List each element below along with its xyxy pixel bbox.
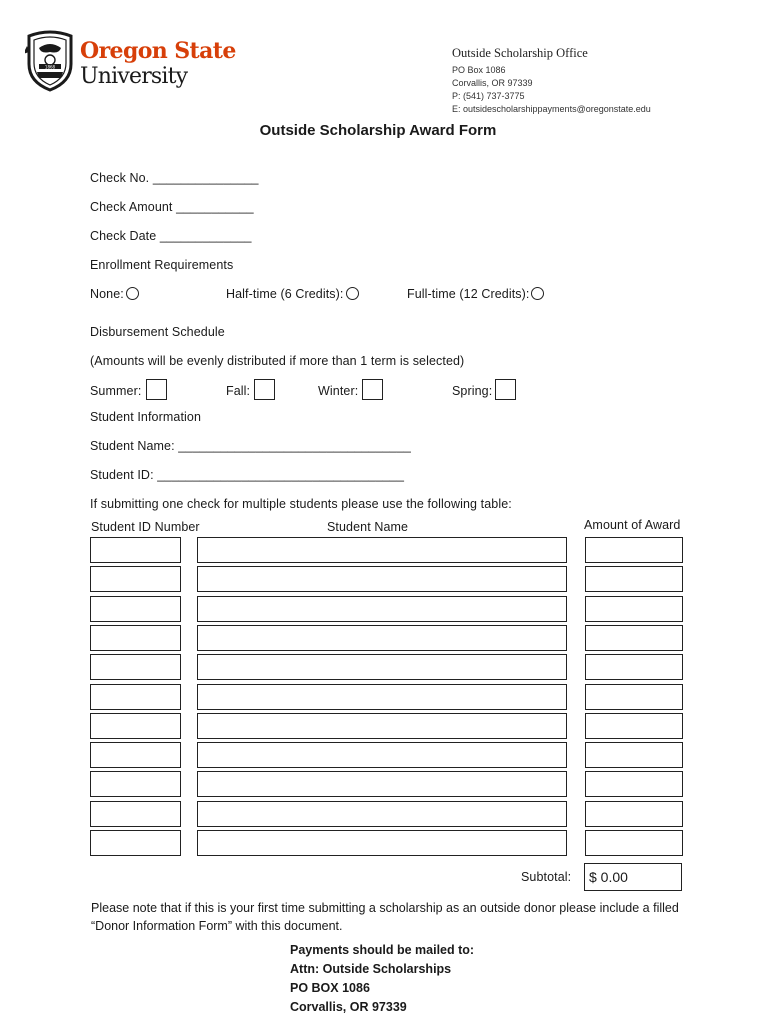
svg-text:1868: 1868 bbox=[44, 64, 56, 70]
student-id-cell[interactable] bbox=[90, 771, 181, 797]
subtotal-label: Subtotal: bbox=[521, 870, 572, 884]
student-name-cell[interactable] bbox=[197, 566, 567, 592]
check-date-field[interactable]: Check Date _____________ bbox=[90, 229, 252, 243]
column-header-student-name: Student Name bbox=[327, 520, 409, 534]
osu-logo bbox=[25, 30, 236, 94]
winter-checkbox[interactable] bbox=[362, 379, 383, 400]
amount-cell[interactable] bbox=[585, 830, 683, 856]
student-id-cell[interactable] bbox=[90, 830, 181, 856]
student-name-cell[interactable] bbox=[197, 625, 567, 651]
fall-label: Fall: bbox=[226, 384, 251, 398]
enrollment-heading: Enrollment Requirements bbox=[90, 258, 234, 272]
enrollment-half-time-radio[interactable] bbox=[346, 287, 359, 300]
student-id-cell[interactable] bbox=[90, 596, 181, 622]
spring-checkbox[interactable] bbox=[495, 379, 516, 400]
summer-checkbox[interactable] bbox=[146, 379, 167, 400]
student-id-cell[interactable] bbox=[90, 654, 181, 680]
enrollment-none-radio[interactable] bbox=[126, 287, 139, 300]
summer-label: Summer: bbox=[90, 384, 142, 398]
check-amount-field[interactable]: Check Amount ___________ bbox=[90, 200, 254, 214]
enrollment-full-time-label: Full-time (12 Credits): bbox=[407, 287, 530, 301]
office-address-line1: PO Box 1086 bbox=[452, 65, 506, 75]
amount-cell[interactable] bbox=[585, 684, 683, 710]
office-contact-block bbox=[452, 46, 651, 116]
student-id-cell[interactable] bbox=[90, 742, 181, 768]
amount-cell[interactable] bbox=[585, 566, 683, 592]
mailing-line1: Payments should be mailed to: bbox=[290, 943, 475, 957]
student-id-cell[interactable] bbox=[90, 713, 181, 739]
fall-checkbox[interactable] bbox=[254, 379, 275, 400]
amount-cell[interactable] bbox=[585, 625, 683, 651]
enrollment-full-time-radio[interactable] bbox=[531, 287, 544, 300]
student-id-cell[interactable] bbox=[90, 684, 181, 710]
winter-label: Winter: bbox=[318, 384, 359, 398]
office-phone: P: (541) 737-3775 bbox=[452, 91, 525, 101]
student-id-cell[interactable] bbox=[90, 566, 181, 592]
student-name-cell[interactable] bbox=[197, 742, 567, 768]
amount-cell[interactable] bbox=[585, 801, 683, 827]
logo-wordmark-line1: Oregon State bbox=[80, 38, 236, 64]
mailing-address bbox=[290, 941, 474, 1017]
student-name-cell[interactable] bbox=[197, 654, 567, 680]
amount-cell[interactable] bbox=[585, 596, 683, 622]
amount-cell[interactable] bbox=[585, 654, 683, 680]
logo-wordmark-line2: University bbox=[80, 64, 188, 89]
subtotal-field[interactable]: $ 0.00 bbox=[584, 863, 682, 891]
mailing-line3: PO BOX 1086 bbox=[290, 981, 370, 995]
enrollment-full-time-option[interactable] bbox=[407, 287, 544, 301]
enrollment-half-time-option[interactable] bbox=[226, 287, 359, 301]
mailing-line2: Attn: Outside Scholarships bbox=[290, 962, 452, 976]
osu-seal-icon bbox=[25, 30, 75, 92]
student-id-cell[interactable] bbox=[90, 537, 181, 563]
student-id-field[interactable]: Student ID: ___________________________________ bbox=[90, 468, 405, 482]
enrollment-none-option[interactable] bbox=[90, 287, 139, 301]
office-address-line2: Corvallis, OR 97339 bbox=[452, 78, 533, 88]
student-info-heading: Student Information bbox=[90, 410, 201, 424]
table-intro: If submitting one check for multiple students please use the following table: bbox=[90, 497, 512, 511]
student-name-cell[interactable] bbox=[197, 771, 567, 797]
disbursement-note: (Amounts will be evenly distributed if more than 1 term is selected) bbox=[90, 354, 465, 368]
student-name-cell[interactable] bbox=[197, 830, 567, 856]
amount-cell[interactable] bbox=[585, 771, 683, 797]
student-id-cell[interactable] bbox=[90, 801, 181, 827]
form-title: Outside Scholarship Award Form bbox=[259, 122, 497, 139]
donor-form-note: Please note that if this is your first time submitting a scholarship as an outside donor please include a filled “Donor Information Form” with this document. bbox=[91, 901, 679, 933]
student-name-cell[interactable] bbox=[197, 596, 567, 622]
student-id-cell[interactable] bbox=[90, 625, 181, 651]
office-email: E: outsidescholarshippayments@oregonstate.edu bbox=[452, 104, 651, 114]
column-header-student-id: Student ID Number bbox=[91, 520, 200, 534]
student-name-cell[interactable] bbox=[197, 684, 567, 710]
student-name-field[interactable]: Student Name: _________________________________ bbox=[90, 439, 411, 453]
amount-cell[interactable] bbox=[585, 537, 683, 563]
enrollment-none-label: None: bbox=[90, 287, 124, 301]
student-name-cell[interactable] bbox=[197, 713, 567, 739]
check-number-field[interactable]: Check No. _______________ bbox=[90, 171, 259, 185]
enrollment-half-time-label: Half-time (6 Credits): bbox=[226, 287, 344, 301]
amount-cell[interactable] bbox=[585, 742, 683, 768]
mailing-line4: Corvallis, OR 97339 bbox=[290, 1000, 407, 1014]
spring-label: Spring: bbox=[452, 384, 493, 398]
student-name-cell[interactable] bbox=[197, 537, 567, 563]
amount-cell[interactable] bbox=[585, 713, 683, 739]
disbursement-heading: Disbursement Schedule bbox=[90, 325, 225, 339]
column-header-amount: Amount of Award bbox=[584, 518, 681, 532]
office-name: Outside Scholarship Office bbox=[452, 46, 588, 60]
student-name-cell[interactable] bbox=[197, 801, 567, 827]
